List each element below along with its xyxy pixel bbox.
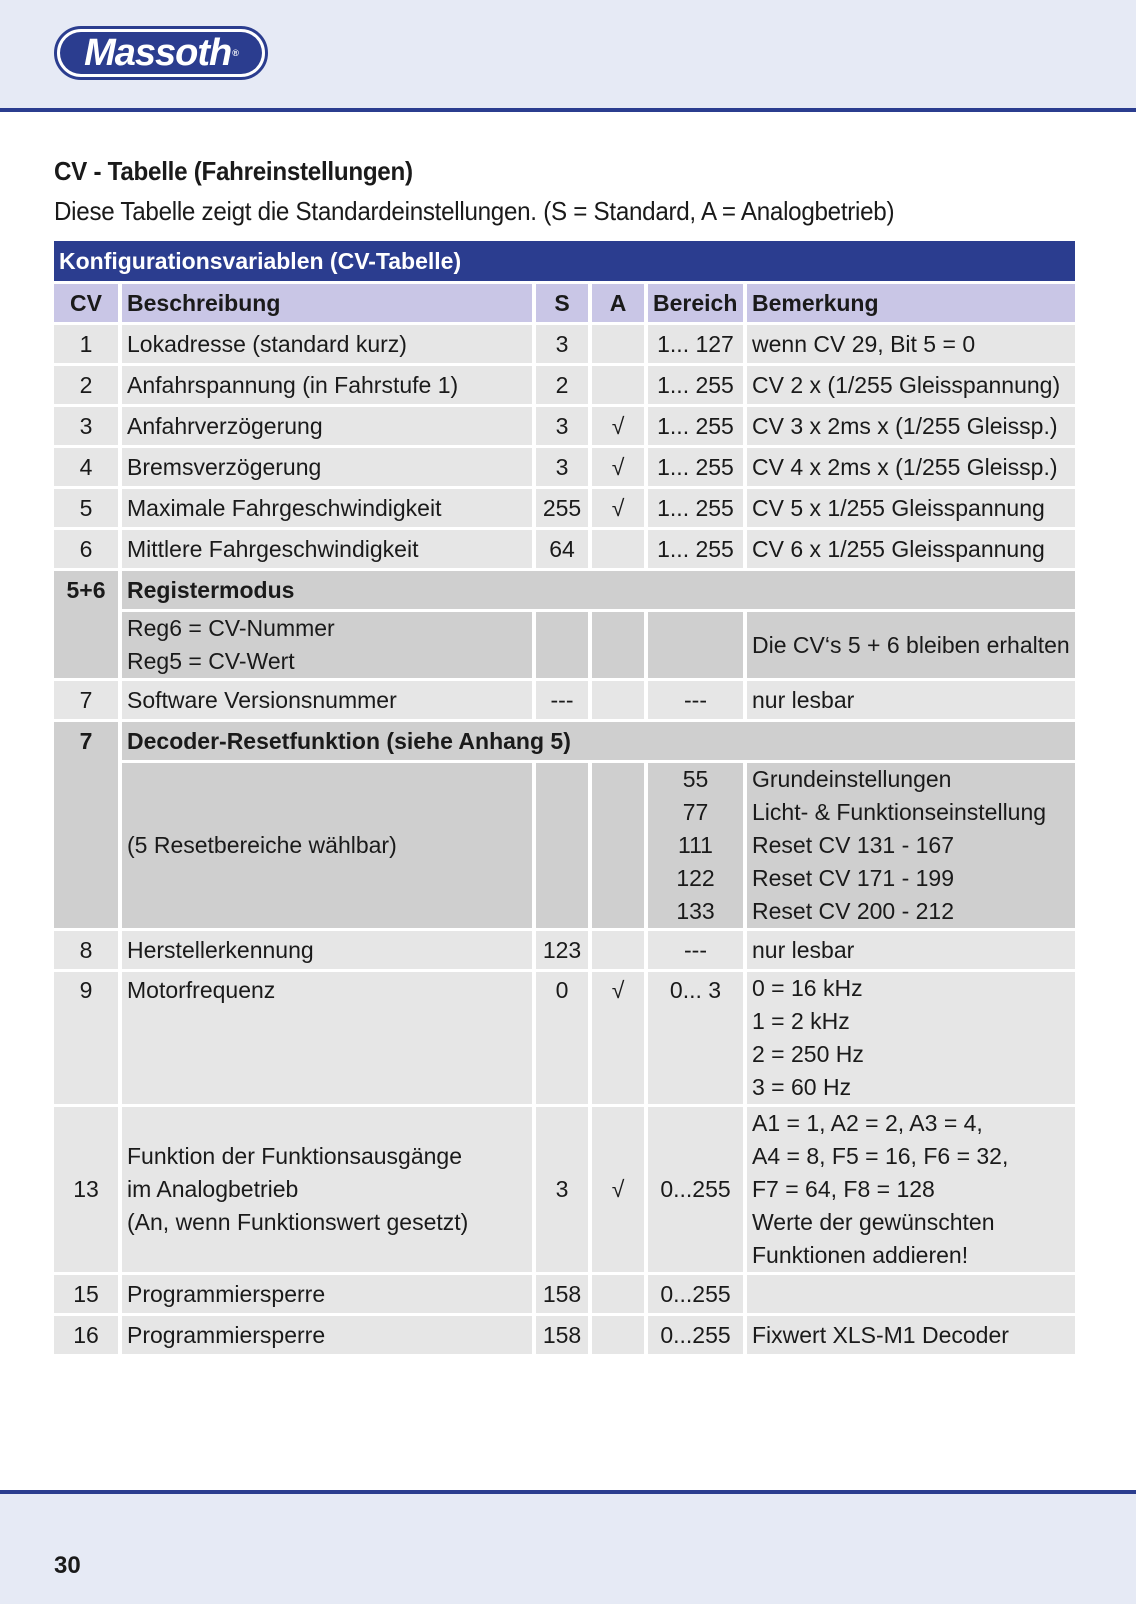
table-row [54, 530, 1075, 568]
cell-remark: Fixwert XLS-M1 Decoder [747, 1316, 1075, 1354]
cell-remark [747, 1275, 1075, 1313]
header-description: Beschreibung [122, 284, 532, 322]
cell-cv: 5 [54, 489, 118, 527]
cell-description: Herstellerkennung [122, 931, 532, 969]
cell-range: 1... 255 [648, 530, 743, 568]
cell-description: Motorfrequenz [122, 972, 532, 1104]
cell-cv: 1 [54, 325, 118, 363]
cell-standard: 2 [536, 366, 588, 404]
cell-analog [592, 530, 644, 568]
cell-standard: 3 [536, 407, 588, 445]
cell-analog [592, 325, 644, 363]
check-mark-icon: √ [592, 1107, 644, 1272]
cell-cv: 7 [54, 722, 118, 928]
table-row [54, 489, 1075, 527]
header-standard: S [536, 284, 588, 322]
cell-description: Lokadresse (standard kurz) [122, 325, 532, 363]
cell-description: Reg6 = CV-Nummer Reg5 = CV-Wert [122, 612, 532, 678]
group-row-reset [54, 722, 1075, 760]
cell-standard: 3 [536, 325, 588, 363]
check-mark-icon: √ [592, 448, 644, 486]
cell-range: 0...255 [648, 1275, 743, 1313]
table-row [54, 448, 1075, 486]
check-mark-icon: √ [592, 972, 644, 1104]
cell-range: 1... 255 [648, 366, 743, 404]
cell-remark: nur lesbar [747, 681, 1075, 719]
cell-description: Programmiersperre [122, 1275, 532, 1313]
cell-analog [592, 681, 644, 719]
cell-range: --- [648, 681, 743, 719]
group-row-register [54, 571, 1075, 609]
cell-description: Anfahrspannung (in Fahrstufe 1) [122, 366, 532, 404]
table-row [54, 1107, 1075, 1272]
cell-description: Software Versionsnummer [122, 681, 532, 719]
table-row [54, 763, 1075, 928]
cell-remark: 0 = 16 kHz 1 = 2 kHz 2 = 250 Hz 3 = 60 Hz [747, 972, 1075, 1104]
cell-range: 1... 255 [648, 489, 743, 527]
header-cv: CV [54, 284, 118, 322]
cell-description: (5 Resetbereiche wählbar) [122, 763, 532, 928]
cell-description: Bremsverzögerung [122, 448, 532, 486]
brand-name: Massoth [84, 32, 232, 74]
table-row [54, 681, 1075, 719]
cell-standard: 123 [536, 931, 588, 969]
page-header [0, 0, 1136, 112]
table-row [54, 1275, 1075, 1313]
cell-remark: CV 6 x 1/255 Gleisspannung [747, 530, 1075, 568]
table-row [54, 325, 1075, 363]
cell-standard: 64 [536, 530, 588, 568]
cell-remark: Die CV‘s 5 + 6 bleiben erhalten [747, 612, 1075, 678]
cell-description: Funktion der Funktionsausgänge im Analogbetrieb (An, wenn Funktionswert gesetzt) [122, 1107, 532, 1272]
table-row [54, 366, 1075, 404]
cell-cv: 6 [54, 530, 118, 568]
cell-standard: --- [536, 681, 588, 719]
section-title: CV - Tabelle (Fahreinstellungen) [54, 156, 413, 186]
table-row [54, 1316, 1075, 1354]
cell-remark: CV 3 x 2ms x (1/255 Gleissp.) [747, 407, 1075, 445]
table-row [54, 972, 1075, 1104]
cell-standard: 255 [536, 489, 588, 527]
table-row [54, 931, 1075, 969]
cell-standard: 3 [536, 1107, 588, 1272]
cell-remark: A1 = 1, A2 = 2, A3 = 4, A4 = 8, F5 = 16, F6 = 32, F7 = 64, F8 = 128 Werte der gewünschten Funktionen addieren! [747, 1107, 1075, 1272]
cell-description: Maximale Fahrgeschwindigkeit [122, 489, 532, 527]
cell-cv: 4 [54, 448, 118, 486]
cell-analog [592, 931, 644, 969]
cell-standard: 3 [536, 448, 588, 486]
table-row [54, 407, 1075, 445]
cell-cv: 16 [54, 1316, 118, 1354]
header-analog: A [592, 284, 644, 322]
check-mark-icon: √ [592, 489, 644, 527]
cell-remark: nur lesbar [747, 931, 1075, 969]
cell-standard: 158 [536, 1316, 588, 1354]
section-subtitle: Diese Tabelle zeigt die Standardeinstellungen. (S = Standard, A = Analogbetrieb) [54, 196, 895, 226]
cell-range: 0...255 [648, 1316, 743, 1354]
cell-description: Mittlere Fahrgeschwindigkeit [122, 530, 532, 568]
check-mark-icon: √ [592, 407, 644, 445]
cell-range: 0...255 [648, 1107, 743, 1272]
cell-range: 55 77 111 122 133 [648, 763, 743, 928]
cell-analog [592, 1275, 644, 1313]
cell-remark: CV 2 x (1/255 Gleisspannung) [747, 366, 1075, 404]
cell-cv: 3 [54, 407, 118, 445]
table-header-row [54, 284, 1075, 322]
massoth-logo [54, 26, 268, 80]
cv-table [50, 238, 1079, 1357]
cell-cv: 13 [54, 1107, 118, 1272]
cell-range: 1... 255 [648, 407, 743, 445]
cell-cv: 2 [54, 366, 118, 404]
cell-remark: wenn CV 29, Bit 5 = 0 [747, 325, 1075, 363]
cell-range: --- [648, 931, 743, 969]
table-caption-row [54, 241, 1075, 281]
cell-standard: 158 [536, 1275, 588, 1313]
table-row [54, 612, 1075, 678]
page-footer [0, 1490, 1136, 1604]
cell-cv: 5+6 [54, 571, 118, 678]
header-range: Bereich [648, 284, 743, 322]
cell-cv: 7 [54, 681, 118, 719]
group-title: Registermodus [122, 571, 1075, 609]
cell-description: Programmiersperre [122, 1316, 532, 1354]
cell-cv: 8 [54, 931, 118, 969]
registered-mark: ® [232, 48, 238, 58]
cell-range: 0... 3 [648, 972, 743, 1104]
page-number: 30 [54, 1552, 81, 1579]
cell-range: 1... 127 [648, 325, 743, 363]
table-caption: Konfigurationsvariablen (CV-Tabelle) [54, 241, 1075, 281]
cell-remark: CV 4 x 2ms x (1/255 Gleissp.) [747, 448, 1075, 486]
cell-standard: 0 [536, 972, 588, 1104]
cell-range: 1... 255 [648, 448, 743, 486]
cell-cv: 15 [54, 1275, 118, 1313]
group-title: Decoder-Resetfunktion (siehe Anhang 5) [122, 722, 1075, 760]
cell-cv: 9 [54, 972, 118, 1104]
cell-analog [592, 1316, 644, 1354]
cell-analog [592, 366, 644, 404]
cell-remark: Grundeinstellungen Licht- & Funktionseinstellung Reset CV 131 - 167 Reset CV 171 - 199 Reset CV 200 - 212 [747, 763, 1075, 928]
cell-remark: CV 5 x 1/255 Gleisspannung [747, 489, 1075, 527]
header-remark: Bemerkung [747, 284, 1075, 322]
cell-description: Anfahrverzögerung [122, 407, 532, 445]
